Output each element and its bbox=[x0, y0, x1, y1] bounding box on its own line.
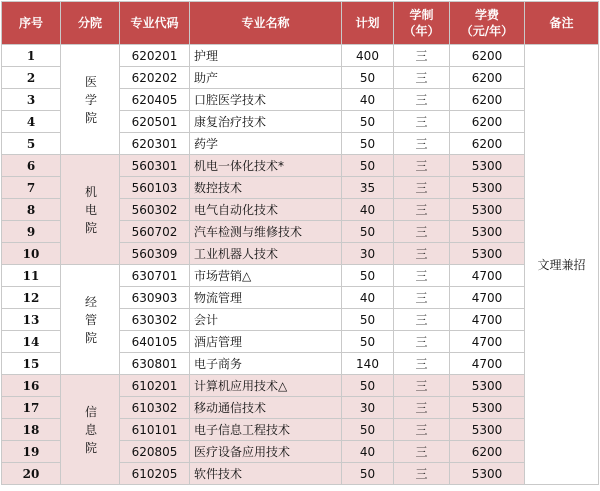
major-name: 市场营销△ bbox=[190, 265, 342, 287]
major-name: 医疗设备应用技术 bbox=[190, 441, 342, 463]
major-name: 康复治疗技术 bbox=[190, 111, 342, 133]
plan-count: 30 bbox=[342, 243, 394, 265]
duration-years: 三 bbox=[394, 419, 450, 441]
row-index: 10 bbox=[2, 243, 61, 265]
major-code: 610302 bbox=[120, 397, 190, 419]
major-code: 560301 bbox=[120, 155, 190, 177]
major-code: 560302 bbox=[120, 199, 190, 221]
major-code: 560103 bbox=[120, 177, 190, 199]
plan-count: 50 bbox=[342, 309, 394, 331]
tuition-fee: 6200 bbox=[450, 89, 525, 111]
tuition-fee: 4700 bbox=[450, 265, 525, 287]
header-note: 备注 bbox=[525, 2, 599, 45]
major-code: 560702 bbox=[120, 221, 190, 243]
row-index: 15 bbox=[2, 353, 61, 375]
tuition-fee: 4700 bbox=[450, 353, 525, 375]
plan-count: 40 bbox=[342, 89, 394, 111]
major-name: 电子商务 bbox=[190, 353, 342, 375]
major-name: 口腔医学技术 bbox=[190, 89, 342, 111]
tuition-fee: 5300 bbox=[450, 199, 525, 221]
header-name: 专业名称 bbox=[190, 2, 342, 45]
row-index: 1 bbox=[2, 45, 61, 67]
major-name: 软件技术 bbox=[190, 463, 342, 485]
plan-count: 40 bbox=[342, 199, 394, 221]
tuition-fee: 5300 bbox=[450, 221, 525, 243]
tuition-fee: 4700 bbox=[450, 287, 525, 309]
table-row bbox=[2, 265, 599, 287]
header-college: 分院 bbox=[61, 2, 120, 45]
college-cell: 医学院 bbox=[61, 45, 120, 155]
row-index: 5 bbox=[2, 133, 61, 155]
row-index: 17 bbox=[2, 397, 61, 419]
row-index: 12 bbox=[2, 287, 61, 309]
major-name: 会计 bbox=[190, 309, 342, 331]
duration-years: 三 bbox=[394, 309, 450, 331]
row-index: 20 bbox=[2, 463, 61, 485]
plan-count: 30 bbox=[342, 397, 394, 419]
duration-years: 三 bbox=[394, 67, 450, 89]
major-code: 610101 bbox=[120, 419, 190, 441]
plan-count: 50 bbox=[342, 331, 394, 353]
duration-years: 三 bbox=[394, 243, 450, 265]
major-code: 630801 bbox=[120, 353, 190, 375]
tuition-fee: 5300 bbox=[450, 375, 525, 397]
major-name: 物流管理 bbox=[190, 287, 342, 309]
tuition-fee: 6200 bbox=[450, 45, 525, 67]
duration-years: 三 bbox=[394, 265, 450, 287]
row-index: 8 bbox=[2, 199, 61, 221]
row-index: 13 bbox=[2, 309, 61, 331]
major-name: 护理 bbox=[190, 45, 342, 67]
row-index: 18 bbox=[2, 419, 61, 441]
tuition-fee: 4700 bbox=[450, 331, 525, 353]
major-name: 电子信息工程技术 bbox=[190, 419, 342, 441]
enrollment-plan-table bbox=[1, 1, 599, 485]
plan-count: 35 bbox=[342, 177, 394, 199]
plan-count: 50 bbox=[342, 133, 394, 155]
duration-years: 三 bbox=[394, 397, 450, 419]
tuition-fee: 4700 bbox=[450, 309, 525, 331]
row-index: 3 bbox=[2, 89, 61, 111]
row-index: 2 bbox=[2, 67, 61, 89]
college-cell: 机电院 bbox=[61, 155, 120, 265]
tuition-fee: 5300 bbox=[450, 155, 525, 177]
row-index: 11 bbox=[2, 265, 61, 287]
header-duration: 学制 （年） bbox=[394, 2, 450, 45]
duration-years: 三 bbox=[394, 133, 450, 155]
tuition-fee: 6200 bbox=[450, 441, 525, 463]
tuition-fee: 5300 bbox=[450, 419, 525, 441]
header-index: 序号 bbox=[2, 2, 61, 45]
duration-years: 三 bbox=[394, 45, 450, 67]
major-name: 助产 bbox=[190, 67, 342, 89]
plan-count: 40 bbox=[342, 441, 394, 463]
plan-count: 400 bbox=[342, 45, 394, 67]
table-row bbox=[2, 155, 599, 177]
header-fee: 学费 （元/年） bbox=[450, 2, 525, 45]
major-name: 计算机应用技术△ bbox=[190, 375, 342, 397]
major-code: 630302 bbox=[120, 309, 190, 331]
plan-count: 50 bbox=[342, 419, 394, 441]
row-index: 4 bbox=[2, 111, 61, 133]
major-code: 620501 bbox=[120, 111, 190, 133]
duration-years: 三 bbox=[394, 155, 450, 177]
tuition-fee: 5300 bbox=[450, 177, 525, 199]
duration-years: 三 bbox=[394, 177, 450, 199]
duration-years: 三 bbox=[394, 463, 450, 485]
plan-count: 50 bbox=[342, 111, 394, 133]
duration-years: 三 bbox=[394, 353, 450, 375]
duration-years: 三 bbox=[394, 89, 450, 111]
tuition-fee: 6200 bbox=[450, 111, 525, 133]
major-code: 620805 bbox=[120, 441, 190, 463]
tuition-fee: 6200 bbox=[450, 133, 525, 155]
major-code: 610205 bbox=[120, 463, 190, 485]
major-name: 电气自动化技术 bbox=[190, 199, 342, 221]
tuition-fee: 5300 bbox=[450, 397, 525, 419]
header-code: 专业代码 bbox=[120, 2, 190, 45]
duration-years: 三 bbox=[394, 199, 450, 221]
row-index: 7 bbox=[2, 177, 61, 199]
major-name: 移动通信技术 bbox=[190, 397, 342, 419]
major-code: 620405 bbox=[120, 89, 190, 111]
major-code: 630903 bbox=[120, 287, 190, 309]
note-cell: 文理兼招 bbox=[525, 45, 599, 485]
tuition-fee: 5300 bbox=[450, 243, 525, 265]
major-name: 机电一体化技术* bbox=[190, 155, 342, 177]
duration-years: 三 bbox=[394, 111, 450, 133]
plan-count: 50 bbox=[342, 221, 394, 243]
major-code: 610201 bbox=[120, 375, 190, 397]
major-code: 620201 bbox=[120, 45, 190, 67]
major-name: 工业机器人技术 bbox=[190, 243, 342, 265]
major-name: 药学 bbox=[190, 133, 342, 155]
row-index: 16 bbox=[2, 375, 61, 397]
plan-count: 140 bbox=[342, 353, 394, 375]
row-index: 6 bbox=[2, 155, 61, 177]
duration-years: 三 bbox=[394, 441, 450, 463]
plan-count: 50 bbox=[342, 155, 394, 177]
college-cell: 经管院 bbox=[61, 265, 120, 375]
row-index: 9 bbox=[2, 221, 61, 243]
major-code: 640105 bbox=[120, 331, 190, 353]
plan-count: 50 bbox=[342, 375, 394, 397]
table-body bbox=[2, 45, 599, 485]
major-code: 560309 bbox=[120, 243, 190, 265]
table-row bbox=[2, 45, 599, 67]
header-plan: 计划 bbox=[342, 2, 394, 45]
row-index: 14 bbox=[2, 331, 61, 353]
row-index: 19 bbox=[2, 441, 61, 463]
duration-years: 三 bbox=[394, 221, 450, 243]
major-name: 酒店管理 bbox=[190, 331, 342, 353]
tuition-fee: 5300 bbox=[450, 463, 525, 485]
plan-count: 50 bbox=[342, 463, 394, 485]
major-code: 620301 bbox=[120, 133, 190, 155]
major-code: 620202 bbox=[120, 67, 190, 89]
tuition-fee: 6200 bbox=[450, 67, 525, 89]
major-name: 汽车检测与维修技术 bbox=[190, 221, 342, 243]
header-row bbox=[2, 2, 599, 45]
duration-years: 三 bbox=[394, 375, 450, 397]
college-cell: 信息院 bbox=[61, 375, 120, 485]
major-code: 630701 bbox=[120, 265, 190, 287]
major-name: 数控技术 bbox=[190, 177, 342, 199]
table-row bbox=[2, 375, 599, 397]
plan-count: 40 bbox=[342, 287, 394, 309]
plan-count: 50 bbox=[342, 265, 394, 287]
plan-count: 50 bbox=[342, 67, 394, 89]
duration-years: 三 bbox=[394, 287, 450, 309]
duration-years: 三 bbox=[394, 331, 450, 353]
